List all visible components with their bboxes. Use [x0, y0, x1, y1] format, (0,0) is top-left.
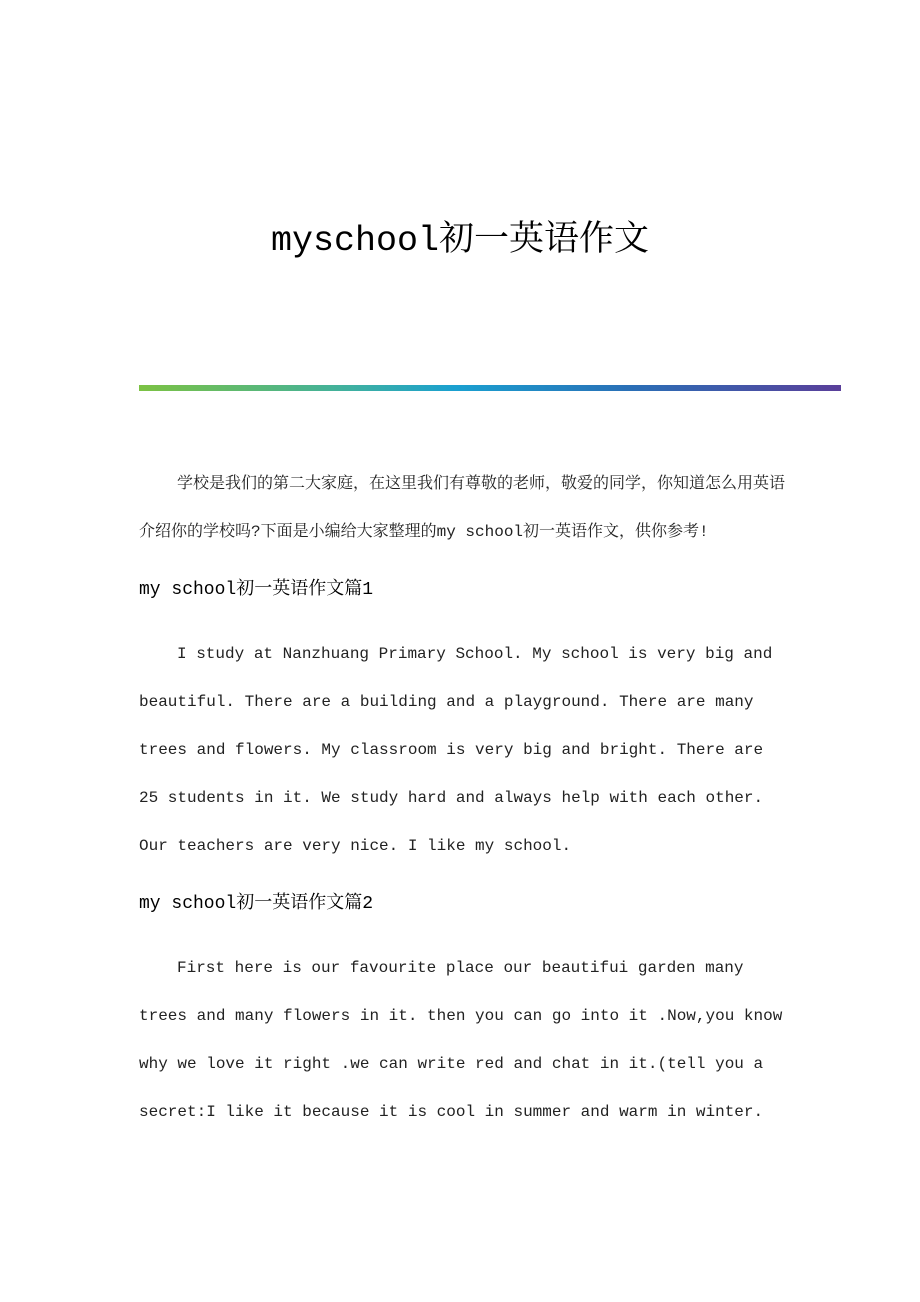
section-heading-1: my school初一英语作文篇1	[139, 580, 374, 600]
intro-paragraph: 学校是我们的第二大家庭，在这里我们有尊敬的老师，敬爱的同学，你知道怎么用英语介绍你的学校吗?下面是小编给大家整理的my school初一英语作文，供你参考!	[139, 475, 786, 541]
section-body-2: First here is our favourite place our beautifui garden many trees and many flowers in it. then you can go into it .Now,you know why we love it right .we can write red and chat in it.(tell you a secret:I like it because it is cool in summer and warm in winter.	[139, 959, 783, 1121]
title-divider	[139, 385, 841, 391]
document-body	[139, 460, 789, 1136]
page-title: myschool初一英语作文	[270, 221, 650, 261]
section-heading-2: my school初一英语作文篇2	[139, 894, 374, 914]
section-body-1: I study at Nanzhuang Primary School. My school is very big and beautiful. There are a building and a playground. There are many trees and flowers. My classroom is very big and bright. There are 25 students in it. We study hard and always help with each other. Our teachers are very nice. I like my school.	[139, 645, 773, 855]
